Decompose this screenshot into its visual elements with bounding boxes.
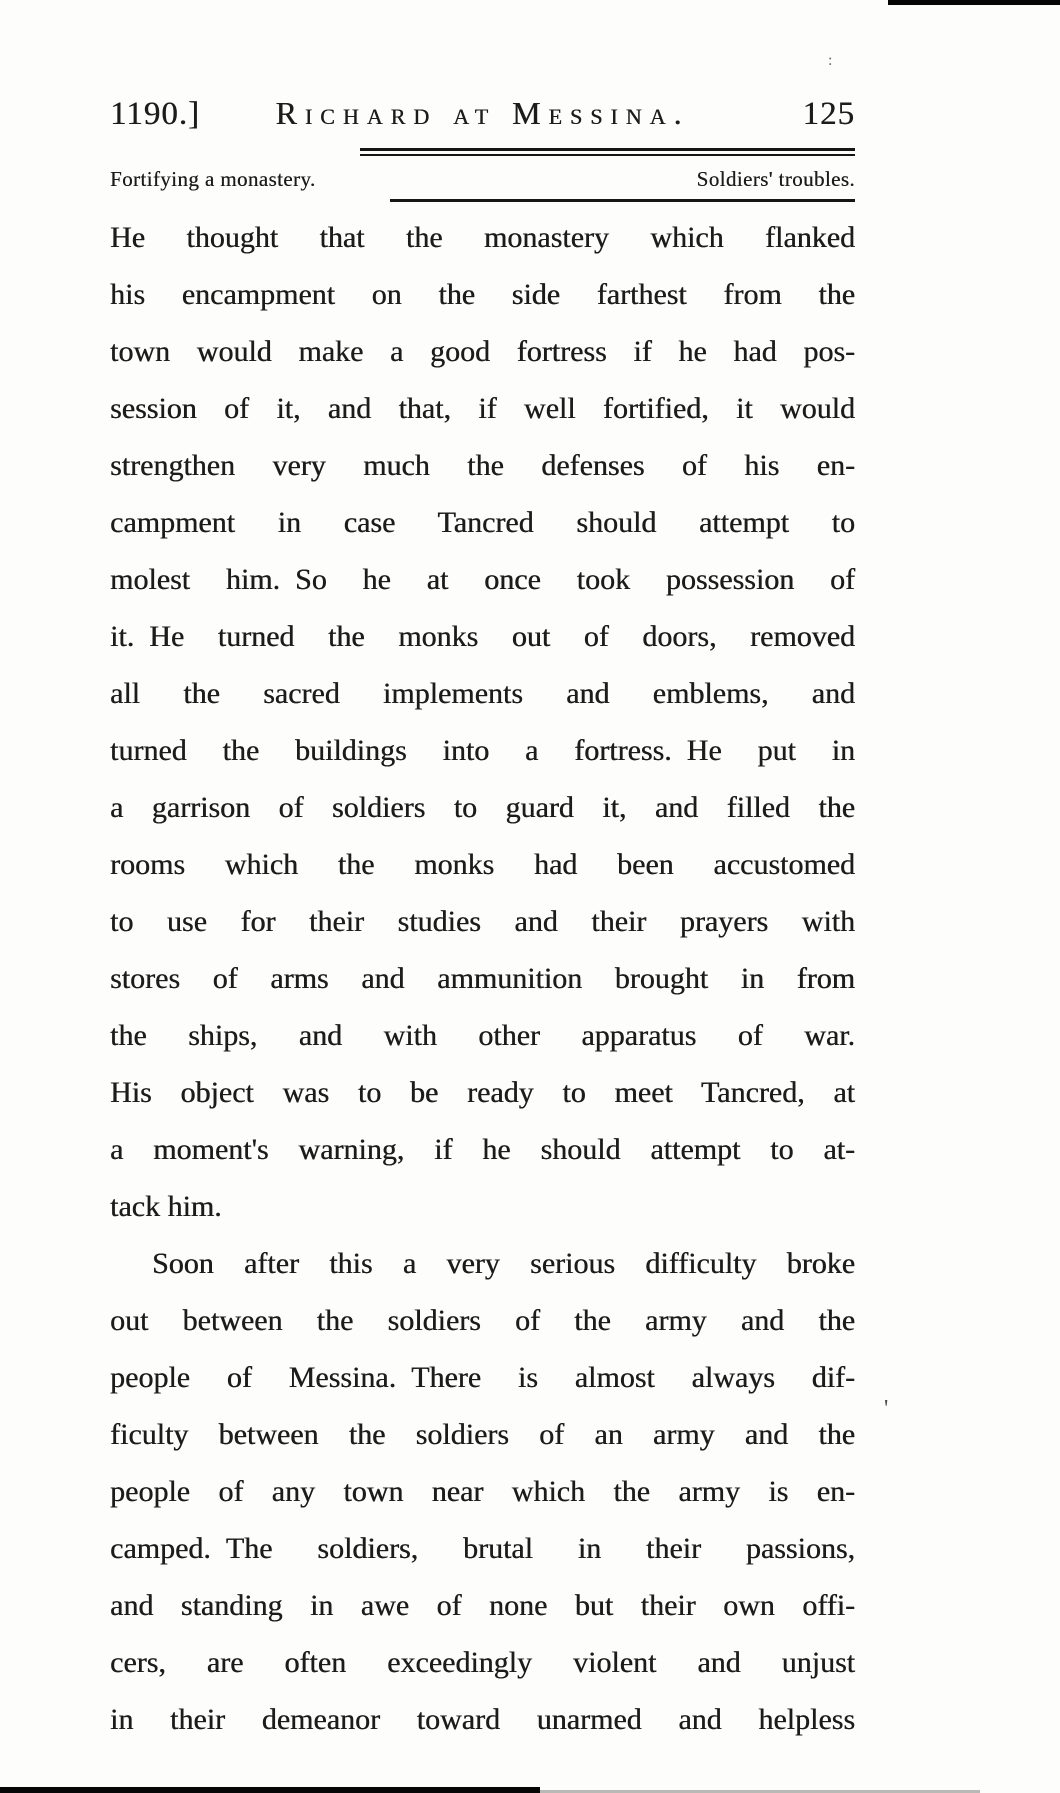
sidenotes-row [110,167,855,193]
sidenote-right: Soldiers' troubles. [696,167,855,191]
text-line: cers, are often exceedingly violent and unjust [110,1646,855,1679]
text-line: in their demeanor toward unarmed and helpless [110,1703,855,1736]
text-line: his encampment on the side farthest from the [110,278,855,311]
sidenote-left: Fortifying a monastery. [110,167,316,191]
sidenotes-rule [390,199,855,202]
header-title: Richard at Messina. [275,95,690,131]
scan-artifact-top-edge [888,0,1060,5]
header-double-rule [360,148,855,156]
page-header [110,94,855,136]
text-line: session of it, and that, if well fortified, it would [110,392,855,425]
text-line: He thought that the monastery which flanked [110,221,855,254]
text-line: out between the soldiers of the army and the [110,1304,855,1337]
text-line: it. He turned the monks out of doors, removed [110,620,855,653]
text-line: people of any town near which the army is en- [110,1475,855,1508]
text-line: rooms which the monks had been accustomed [110,848,855,881]
page-body [110,209,855,1748]
text-line: Soon after this a very serious difficulty broke [152,1247,855,1280]
text-line: His object was to be ready to meet Tancred, at [110,1076,855,1109]
text-line: molest him. So he at once took possession of [110,563,855,596]
text-line: tack him. [110,1190,222,1223]
text-line: strengthen very much the defenses of his en- [110,449,855,482]
scan-artifact-top-right-mark: : [828,52,833,69]
text-line: campment in case Tancred should attempt to [110,506,855,539]
header-page-number: 125 [802,96,855,132]
text-line: stores of arms and ammunition brought in from [110,962,855,995]
text-line: the ships, and with other apparatus of war. [110,1019,855,1052]
text-line: to use for their studies and their prayers with [110,905,855,938]
text-line: and standing in awe of none but their own offi- [110,1589,855,1622]
text-line: town would make a good fortress if he had pos- [110,335,855,368]
text-line: all the sacred implements and emblems, and [110,677,855,710]
text-line: a garrison of soldiers to guard it, and filled the [110,791,855,824]
page-content [110,0,855,1748]
paragraph [110,209,855,1235]
paragraph [110,1235,855,1748]
text-line: camped. The soldiers, brutal in their passions, [110,1532,855,1565]
scan-artifact-right-edge-mark: ' [884,1396,889,1422]
text-line: ficulty between the soldiers of an army and the [110,1418,855,1451]
text-line: turned the buildings into a fortress. He put in [110,734,855,767]
text-line: people of Messina. There is almost always dif- [110,1361,855,1394]
text-line: a moment's warning, if he should attempt to at- [110,1133,855,1166]
header-year: 1190.] [110,96,201,132]
scan-artifact-bottom-edge [0,1787,540,1793]
